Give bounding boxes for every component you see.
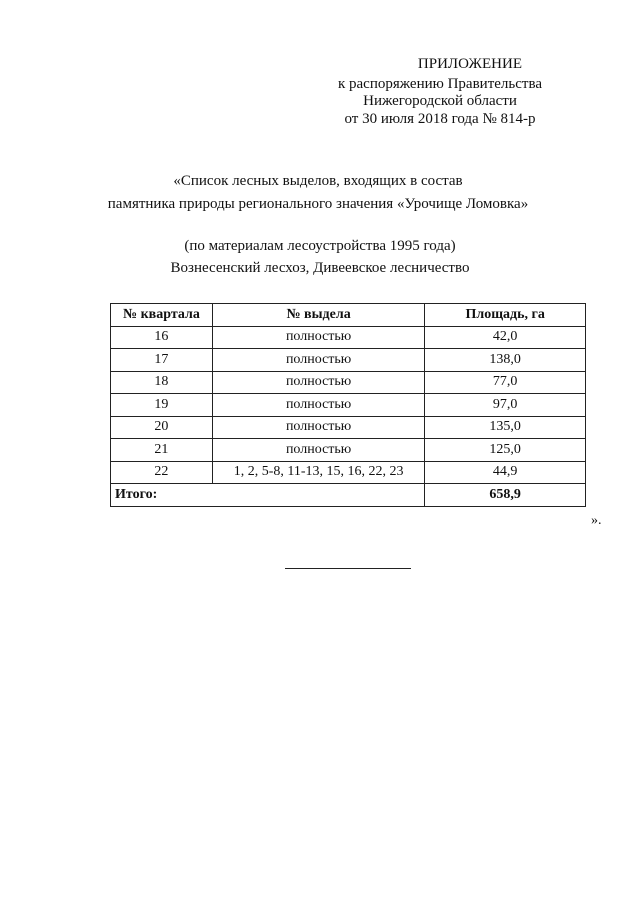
source-heading <box>30 235 610 279</box>
cell-area: 44,9 <box>425 461 586 484</box>
header-area: Площадь, га <box>425 304 586 327</box>
appendix-line-1: к распоряжению Правительства <box>337 75 542 92</box>
list-heading <box>0 170 638 216</box>
appendix-title: ПРИЛОЖЕНИЕ <box>417 56 522 72</box>
cell-plot: полностью <box>212 371 424 394</box>
cell-area: 135,0 <box>425 416 586 439</box>
cell-plot: полностью <box>212 349 424 372</box>
cell-area: 138,0 <box>425 349 586 372</box>
cell-plot: 1, 2, 5-8, 11-13, 15, 16, 22, 23 <box>212 461 424 484</box>
cell-quarter: 21 <box>111 439 213 462</box>
cell-area: 97,0 <box>425 394 586 417</box>
table-row <box>111 416 586 439</box>
table-row <box>111 394 586 417</box>
cell-quarter: 19 <box>111 394 213 417</box>
cell-plot: полностью <box>212 416 424 439</box>
total-value: 658,9 <box>425 484 586 507</box>
cell-plot: полностью <box>212 439 424 462</box>
appendix-block <box>338 56 542 128</box>
total-label: Итого: <box>111 484 425 507</box>
appendix-line-3: от 30 июля 2018 года № 814-р <box>344 110 536 127</box>
table-row <box>111 439 586 462</box>
table-total-row <box>111 484 586 507</box>
closing-quote-mark: ». <box>591 513 602 528</box>
forest-plots-table <box>110 303 586 507</box>
horizontal-rule <box>285 568 411 569</box>
cell-plot: полностью <box>212 394 424 417</box>
cell-quarter: 20 <box>111 416 213 439</box>
appendix-line-2: Нижегородской области <box>363 93 517 109</box>
cell-area: 125,0 <box>425 439 586 462</box>
heading-line-2: памятника природы регионального значения «Урочище Ломовка» <box>107 196 529 212</box>
table-row <box>111 326 586 349</box>
heading-line-4: Вознесенский лесхоз, Дивеевское лесничество <box>170 260 470 276</box>
cell-area: 77,0 <box>425 371 586 394</box>
table-row <box>111 461 586 484</box>
table-header-row <box>111 304 586 327</box>
header-quarter: № квартала <box>111 304 213 327</box>
cell-quarter: 18 <box>111 371 213 394</box>
cell-area: 42,0 <box>425 326 586 349</box>
cell-quarter: 16 <box>111 326 213 349</box>
header-plot: № выдела <box>212 304 424 327</box>
table-row <box>111 349 586 372</box>
cell-quarter: 17 <box>111 349 213 372</box>
cell-plot: полностью <box>212 326 424 349</box>
table-row <box>111 371 586 394</box>
cell-quarter: 22 <box>111 461 213 484</box>
heading-line-3: (по материалам лесоустройства 1995 года) <box>184 238 456 254</box>
heading-line-1: «Список лесных выделов, входящих в состав <box>173 173 463 189</box>
